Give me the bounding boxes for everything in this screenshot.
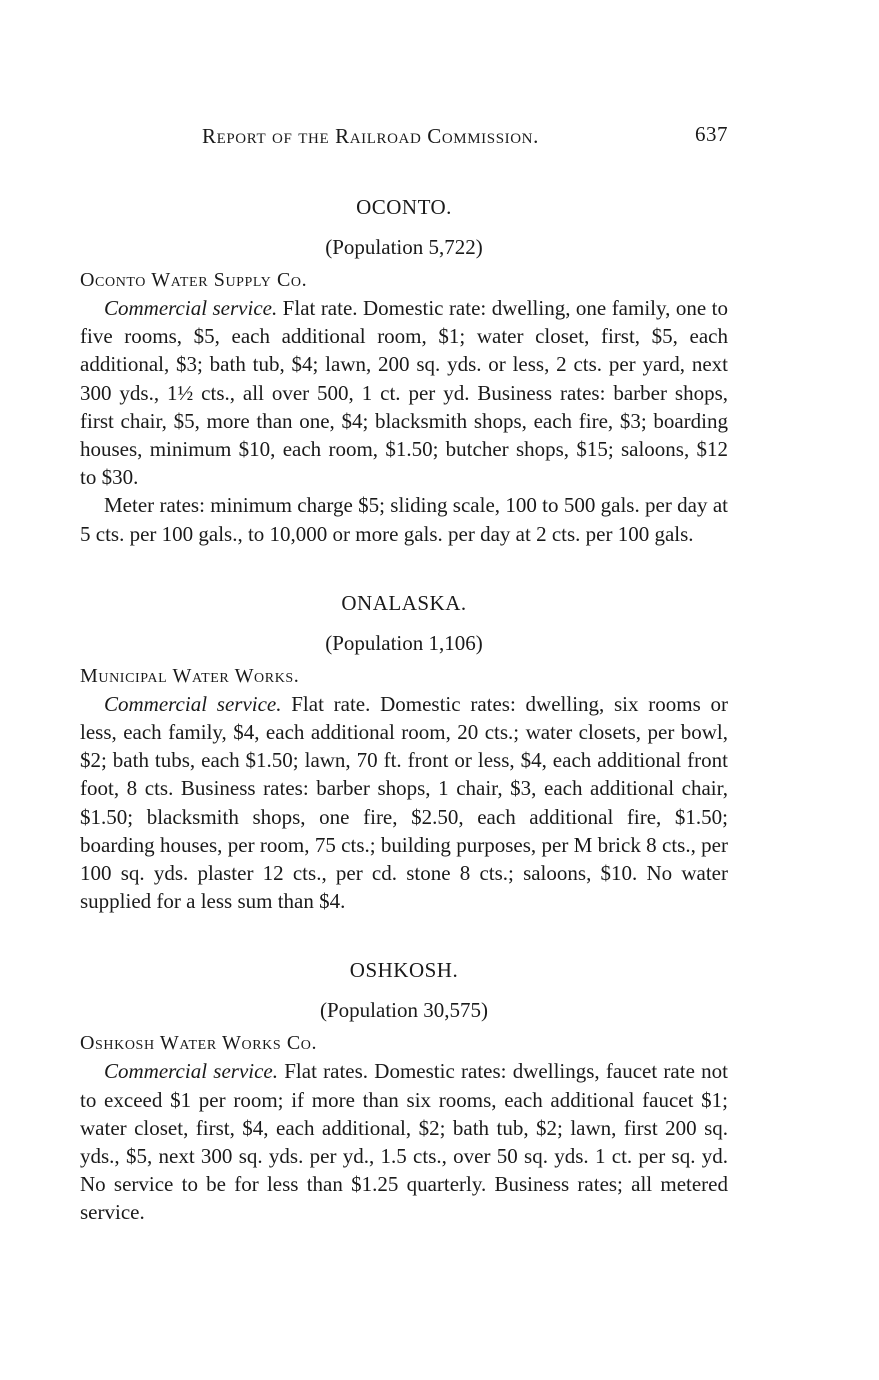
paragraph-lead: Commercial service.: [104, 691, 282, 716]
section-onalaska: [80, 590, 728, 916]
population-line: (Population 1,106): [325, 630, 483, 655]
company-name: Municipal Water Works.: [80, 664, 300, 687]
rate-paragraph: [80, 294, 728, 491]
rate-paragraph: [80, 1057, 728, 1226]
population-line: (Population 5,722): [325, 235, 483, 259]
paragraph-text: Flat rates. Domestic rates: dwellings, faucet rate not to exceed $1 per room; if more than six rooms, each additional faucet $1; water closet, first, $4, each additional, $2; bath tub, $2; lawn, first 200 sq. yds., $5, next 300 sq. yds. per yd., 1.5 cts., over 50 sq. yds. 1 ct. per sq. yd. No service to be for less than $1.25 quarterly. Business rates; all metered service.: [80, 1059, 728, 1225]
city-heading: OSHKOSH.: [349, 958, 459, 983]
paragraph-text: Flat rate. Domestic rate: dwelling, one family, one to five rooms, $5, each additional room, $1; water closet, first, $5, each additional, $3; bath tub, $4; lawn, 200 sq. yds. or less, 2 cts. per yard, next 300 yds., 1½ cts., all over 500, 1 ct. per yd. Business rates: barber shops, first chair, $5, more than one, $4; blacksmith shops, each fire, $3; boarding houses, minimum $10, each room, $1.50; butcher shops, $15; saloons, $12 to $30.: [80, 296, 728, 490]
city-heading: ONALASKA.: [341, 590, 467, 615]
page-number: 637: [695, 122, 728, 146]
paragraph-text: Flat rate. Domestic rates: dwelling, six rooms or less, each family, $4, each additional room, 20 cts.; water closets, per bowl, $2; bath tubs, each $1.50; lawn, 70 ft. front or less, $4, each additional front foot, 8 cts. Business rates: barber shops, 1 chair, $3, each additional chair, $1.50; blacksmith shops, one fire, $2.50, each additional fire, $1.50; boarding houses, per room, 75 cts.; building purposes, per M brick 8 cts., per 100 sq. yds. plaster 12 cts., per cd. stone 8 cts.; saloons, $10. No water supplied for a less sum than $4.: [80, 691, 728, 914]
paragraph-lead: Commercial service.: [104, 1059, 278, 1084]
section-oconto: [80, 194, 728, 548]
page: [80, 118, 728, 1227]
section-oshkosh: [80, 957, 728, 1226]
rate-paragraph: [80, 690, 728, 916]
company-name: Oconto Water Supply Co.: [80, 269, 308, 291]
paragraph-text: Meter rates: minimum charge $5; sliding scale, 100 to 500 gals. per day at 5 cts. per 100 gals., to 10,000 or more gals. per day at 2 cts. per 100 gals.: [80, 493, 728, 546]
company-name: Oshkosh Water Works Co.: [80, 1032, 318, 1055]
rate-paragraph: [80, 491, 728, 547]
city-heading: OCONTO.: [356, 195, 452, 219]
paragraph-lead: Commercial service.: [104, 296, 278, 320]
running-head: [80, 118, 728, 152]
population-line: (Population 30,575): [320, 998, 488, 1023]
running-head-title: Report of the Railroad Commission.: [202, 124, 539, 148]
